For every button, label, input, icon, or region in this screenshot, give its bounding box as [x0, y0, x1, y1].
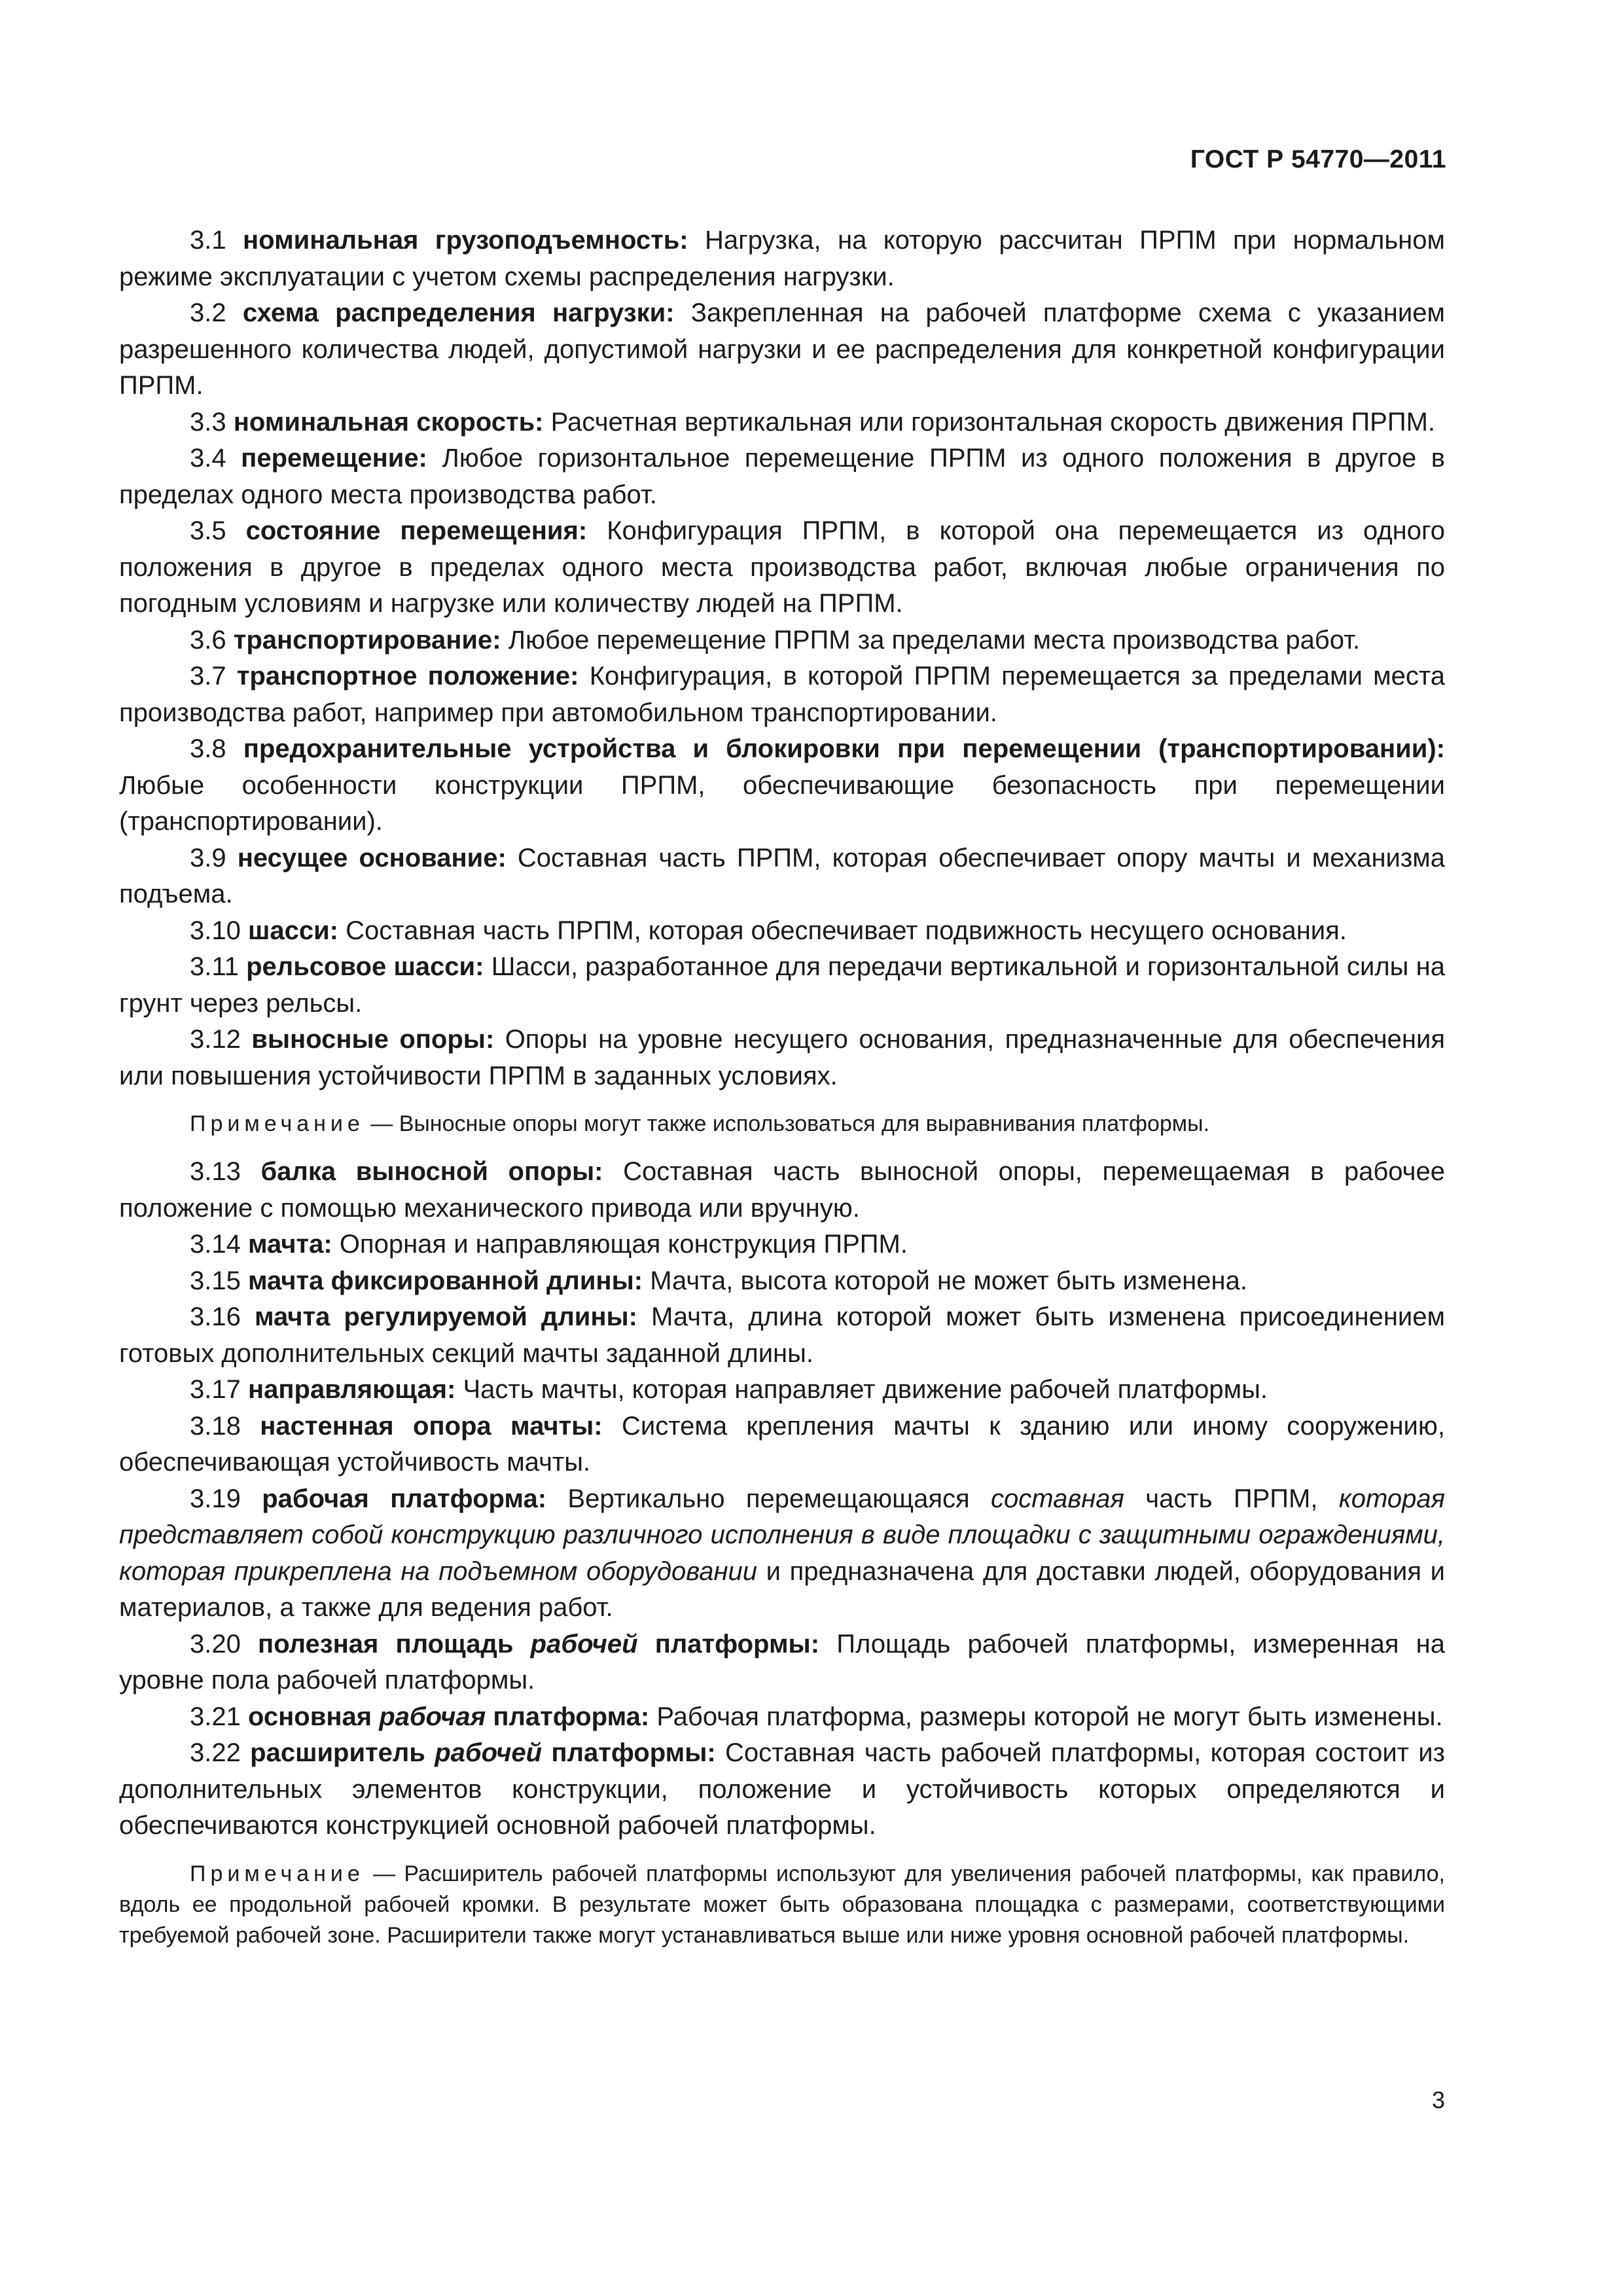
definition-3-7 [119, 658, 1445, 731]
definition-term: выносные опоры: [251, 1025, 495, 1054]
definition-3-17 [119, 1372, 1445, 1408]
definition-text: Составная часть выносной опоры, перемещаемая в рабочее положение с помощью механического привода или вручную. [119, 1157, 1445, 1223]
definition-term: схема распределения нагрузки: [242, 298, 675, 327]
definition-number: 3.12 [190, 1025, 241, 1054]
definition-3-8 [119, 731, 1445, 840]
definition-text: Любое перемещение ПРПМ за пределами места производства работ. [508, 625, 1361, 655]
definition-3-6 [119, 622, 1445, 659]
definition-number: 3.2 [190, 298, 226, 327]
definition-3-20 [119, 1626, 1445, 1699]
definition-term-italic: рабочей [530, 1629, 638, 1659]
note-text: — Выносные опоры могут также использоваться для выравнивания платформы. [370, 1111, 1210, 1136]
definition-text: Вертикально перемещающаяся [567, 1484, 970, 1513]
definition-number: 3.13 [190, 1157, 241, 1186]
definition-term: мачта: [247, 1230, 332, 1259]
definition-3-18 [119, 1408, 1445, 1481]
definition-text: Расчетная вертикальная или горизонтальная скорость движения ПРПМ. [550, 407, 1436, 437]
definition-3-10 [119, 913, 1445, 950]
definition-3-16 [119, 1299, 1445, 1372]
definition-3-12 [119, 1022, 1445, 1094]
definition-text: Мачта, длина которой может быть изменена присоединением готовых дополнительных секций мачты заданной длины. [119, 1302, 1445, 1368]
definition-3-1 [119, 223, 1445, 295]
definition-number: 3.6 [190, 625, 226, 655]
definition-term: номинальная грузоподъемность: [243, 226, 688, 255]
definition-3-15 [119, 1263, 1445, 1300]
definition-number: 3.17 [190, 1375, 241, 1404]
definition-text: Составная часть ПРПМ, которая обеспечивает опору мачты и механизма подъема. [119, 843, 1445, 908]
definition-text: Площадь рабочей платформы, измеренная на уровне пола рабочей платформы. [119, 1629, 1445, 1695]
definition-text: и предназначена для доставки людей, оборудования и материалов, а также для ведения работ. [119, 1556, 1446, 1622]
definition-text: Рабочая платформа, размеры которой не могут быть изменены. [656, 1702, 1443, 1731]
definition-term: балка выносной опоры: [260, 1157, 603, 1186]
definition-term: платформы: [551, 1738, 716, 1767]
definition-term-italic: рабочая [379, 1702, 486, 1731]
note-label: Примечание [190, 1861, 365, 1886]
definition-number: 3.22 [190, 1738, 241, 1767]
definition-text: Шасси, разработанное для передачи вертикальной и горизонтальной силы на грунт через рельсы. [119, 952, 1445, 1018]
definition-text: Составная часть рабочей платформы, которая состоит из дополнительных элементов конструкции, положение и устойчивость которых определяются и обеспечиваются конструкцией основной рабочей платформы. [119, 1738, 1445, 1840]
definition-3-3 [119, 404, 1445, 441]
definition-term: мачта фиксированной длины: [247, 1266, 643, 1295]
definition-text: Закрепленная на рабочей платформе схема с указанием разрешенного количества людей, допустимой нагрузки и ее распределения для конкретной конфигурации ПРПМ. [119, 298, 1445, 400]
definition-text: Часть мачты, которая направляет движение рабочей платформы. [463, 1375, 1268, 1404]
definition-term: направляющая: [247, 1375, 456, 1404]
note-platform-extension [119, 1859, 1445, 1951]
definition-text: Любые особенности конструкции ПРПМ, обеспечивающие безопасность при перемещении (транспортировании). [119, 770, 1445, 836]
definition-number: 3.9 [190, 843, 226, 872]
definition-text: Любое горизонтальное перемещение ПРПМ из одного положения в другое в пределах одного места производства работ. [119, 444, 1445, 509]
definition-term: шасси: [247, 916, 338, 945]
definition-3-19 [119, 1481, 1445, 1626]
definition-term: платформа: [493, 1702, 650, 1731]
definition-number: 3.10 [190, 916, 241, 945]
definition-3-13 [119, 1154, 1445, 1227]
definition-term: рельсовое шасси: [246, 952, 484, 981]
definition-term: мачта регулируемой длины: [254, 1302, 637, 1331]
definition-text: Конфигурация ПРПМ, в которой она перемещается из одного положения в другое в пределах одного места производства работ, включая любые ограничения по погодным условиям и нагрузке или количеству людей на ПРПМ. [119, 516, 1445, 618]
definition-text-italic: составная [991, 1484, 1124, 1513]
definition-number: 3.3 [190, 407, 226, 437]
note-text: — Расширитель рабочей платформы используют для увеличения рабочей платформы, как правило, вдоль ее продольной рабочей кромки. В результате может быть образована площадка с размерами, соответствующими требуемой рабочей зоне. Расширители также могут устанавливаться выше или ниже уровня основной рабочей платформы. [119, 1861, 1445, 1948]
definition-text: Нагрузка, на которую рассчитан ПРПМ при нормальном режиме эксплуатации с учетом схемы распределения нагрузки. [119, 226, 1445, 291]
definition-term: полезная площадь [258, 1629, 514, 1659]
definition-term: транспортное положение: [236, 662, 579, 691]
definition-number: 3.21 [190, 1702, 241, 1731]
definition-3-5 [119, 513, 1445, 622]
definition-text: Мачта, высота которой не может быть изменена. [650, 1266, 1247, 1295]
definition-term: настенная опора мачты: [260, 1411, 603, 1441]
definition-number: 3.7 [190, 662, 226, 691]
definition-text: Опоры на уровне несущего основания, предназначенные для обеспечения или повышения устойчивости ПРПМ в заданных условиях. [119, 1025, 1445, 1090]
document-code: ГОСТ Р 54770—2011 [1190, 145, 1446, 173]
definition-term: основная [247, 1702, 372, 1731]
definition-text: Составная часть ПРПМ, которая обеспечивает подвижность несущего основания. [346, 916, 1347, 945]
definition-3-4 [119, 440, 1445, 513]
definition-3-22 [119, 1735, 1445, 1844]
definition-number: 3.5 [190, 516, 226, 545]
definition-number: 3.19 [190, 1484, 241, 1513]
definition-term: номинальная скорость: [233, 407, 544, 437]
definition-number: 3.4 [190, 444, 226, 473]
definition-3-21 [119, 1699, 1445, 1736]
definition-3-9 [119, 840, 1445, 913]
definition-term: перемещение: [241, 444, 427, 473]
definition-text: часть ПРПМ, [1145, 1484, 1318, 1513]
definition-term: состояние перемещения: [245, 516, 588, 545]
definition-number: 3.1 [190, 226, 226, 255]
definition-number: 3.11 [190, 952, 239, 981]
note-outriggers [119, 1109, 1445, 1139]
definition-3-2 [119, 295, 1445, 404]
definition-term-italic: рабочей [435, 1738, 543, 1767]
definition-term: расширитель [250, 1738, 425, 1767]
note-label: Примечание [190, 1111, 365, 1136]
definition-term: несущее основание: [237, 843, 507, 872]
definition-term: рабочая платформа: [262, 1484, 547, 1513]
definition-number: 3.8 [190, 734, 226, 763]
definition-text: Система крепления мачты к зданию или иному сооружению, обеспечивающая устойчивость мачты. [119, 1411, 1445, 1477]
definition-number: 3.18 [190, 1411, 241, 1441]
definitions-section [119, 223, 1445, 1965]
definition-text: Конфигурация, в которой ПРПМ перемещается за пределами места производства работ, например при автомобильном транспортировании. [119, 662, 1446, 727]
page-number: 3 [1431, 2087, 1445, 2113]
definition-number: 3.14 [190, 1230, 241, 1259]
definition-text-italic: которая представляет собой конструкцию различного исполнения в виде площадки с защитными ограждениями, которая прикреплена на подъемном оборудовании [119, 1484, 1445, 1586]
definition-number: 3.16 [190, 1302, 241, 1331]
definition-number: 3.20 [190, 1629, 241, 1659]
definition-text: Опорная и направляющая конструкция ПРПМ. [339, 1230, 908, 1259]
definition-number: 3.15 [190, 1266, 241, 1295]
definition-term: предохранительные устройства и блокировки при перемещении (транспортировании): [243, 734, 1445, 763]
definition-3-11 [119, 949, 1445, 1022]
definition-term: транспортирование: [233, 625, 501, 655]
definition-term: платформы: [654, 1629, 820, 1659]
definition-3-14 [119, 1227, 1445, 1263]
